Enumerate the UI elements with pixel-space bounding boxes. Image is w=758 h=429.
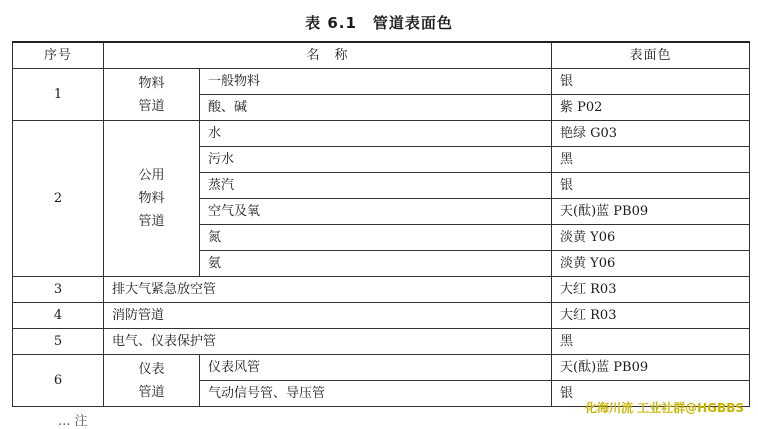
item-color: 紫 P02 [552,95,750,121]
header-no: 序号 [13,42,104,69]
row-group [104,121,200,277]
row-no: 1 [13,69,104,121]
row-no: 3 [13,277,104,303]
group-label: 公用 物料 管道 [138,168,165,229]
item-color: 淡黄 Y06 [552,251,750,277]
table-title: 表 6.1 管道表面色 [305,14,453,32]
item-color: 银 [552,69,750,95]
item-name: 氨 [200,251,552,277]
item-name: 一般物料 [200,69,552,95]
row-no: 4 [13,303,104,329]
table-row [13,329,750,355]
group-label: 仪表 管道 [138,361,165,400]
header-color: 表面色 [552,42,750,69]
item-name: 电气、仪表保护管 [104,329,552,355]
item-name: 空气及氧 [200,199,552,225]
table-row [13,355,750,381]
item-name: 消防管道 [104,303,552,329]
item-color: 天(酞)蓝 PB09 [552,199,750,225]
item-name: 仪表风管 [200,355,552,381]
table-row [13,69,750,95]
item-name: 水 [200,121,552,147]
table-row [13,303,750,329]
item-name: 排大气紧急放空管 [104,277,552,303]
item-name: 气动信号管、导压管 [200,381,552,407]
table-row [13,121,750,147]
group-label: 物料 管道 [138,75,165,114]
item-name: 污水 [200,147,552,173]
table-row [13,277,750,303]
item-color: 淡黄 Y06 [552,225,750,251]
item-color: 银 [552,381,750,407]
header-name: 名 称 [104,42,552,69]
item-color: 天(酞)蓝 PB09 [552,355,750,381]
watermark: 化海川流 工业社群@HGBBS [584,401,744,415]
item-name: 蒸汽 [200,173,552,199]
pipe-surface-color-table [12,41,750,407]
item-color: 银 [552,173,750,199]
item-color: 黑 [552,147,750,173]
row-no: 5 [13,329,104,355]
item-color: 大红 R03 [552,303,750,329]
item-name: 氮 [200,225,552,251]
item-name: 酸、碱 [200,95,552,121]
row-group [104,355,200,407]
item-color: 艳绿 G03 [552,121,750,147]
row-no: 6 [13,355,104,407]
item-color: 大红 R03 [552,277,750,303]
item-color: 黑 [552,329,750,355]
row-no: 2 [13,121,104,277]
row-group [104,69,200,121]
bottom-fragment: ... 注 [58,414,88,429]
